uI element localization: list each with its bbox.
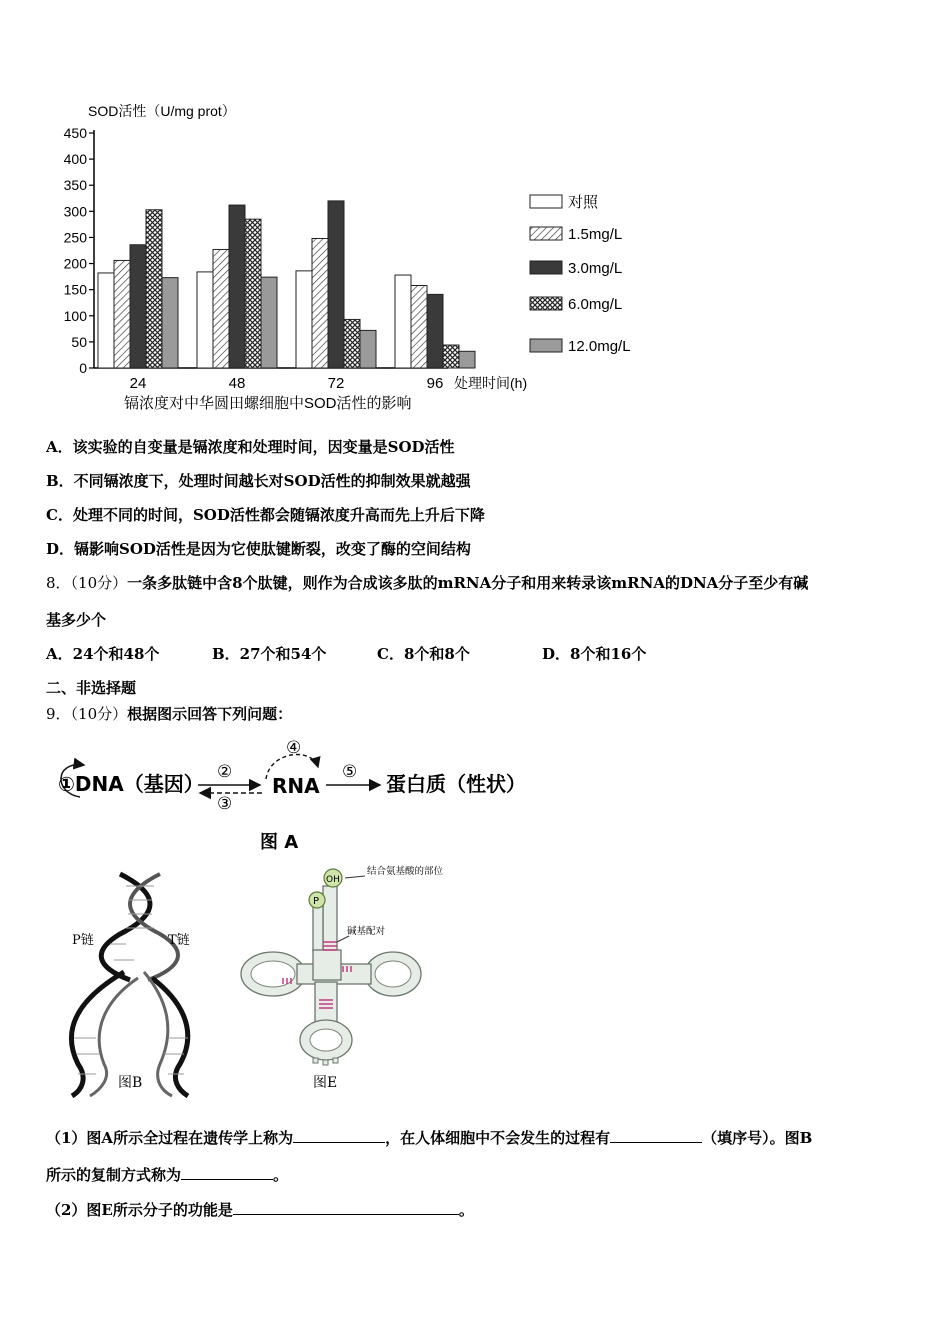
legend-swatch bbox=[530, 297, 562, 310]
q9-stem-text: 根据图示回答下列问题： bbox=[127, 705, 293, 723]
sub1-part-d: 所示的复制方式称为 bbox=[46, 1166, 182, 1184]
bar bbox=[395, 275, 411, 368]
bar bbox=[162, 278, 178, 368]
y-tick-label: 100 bbox=[63, 307, 87, 324]
q9-sub1-line1 bbox=[46, 1127, 812, 1148]
legend-swatch bbox=[530, 227, 562, 240]
q9-stem bbox=[46, 703, 292, 724]
q8-number: 8．（10分） bbox=[46, 574, 128, 592]
chart-title: 镉浓度对中华圆田螺细胞中SOD活性的影响 bbox=[124, 395, 412, 412]
bar bbox=[130, 245, 146, 368]
legend-swatch bbox=[530, 195, 562, 208]
figure-a bbox=[50, 733, 550, 858]
base-pair-rungs bbox=[74, 886, 188, 1074]
legend-label: 12.0mg/L bbox=[568, 338, 631, 355]
bar bbox=[312, 238, 328, 368]
q9-sub2 bbox=[46, 1199, 474, 1220]
figure-e bbox=[235, 862, 444, 1094]
t-chain-label: T链 bbox=[168, 933, 190, 948]
y-tick-label: 50 bbox=[71, 333, 87, 350]
amino-site-pointer bbox=[345, 876, 365, 878]
bar bbox=[443, 345, 459, 368]
x-tick-label: 96 bbox=[426, 375, 444, 392]
q8-option-c: C．8个和8个 bbox=[377, 645, 470, 663]
arrow5-label: ⑤ bbox=[342, 762, 358, 782]
y-tick-label: 0 bbox=[79, 360, 87, 376]
y-tick-label: 150 bbox=[63, 281, 87, 298]
y-tick-label: 400 bbox=[63, 151, 87, 168]
answer-blank-3[interactable] bbox=[181, 1165, 273, 1180]
figure-b-caption: 图B bbox=[118, 1075, 143, 1091]
q7-option-b: B．不同镉浓度下，处理时间越长对SOD活性的抑制效果就越强 bbox=[46, 472, 471, 490]
sod-bar-chart bbox=[40, 90, 660, 420]
amino-site-label: 结合氨基酸的部位 bbox=[367, 866, 444, 877]
q7-option-c: C．处理不同的时间，SOD活性都会随镉浓度升高而先上升后下降 bbox=[46, 506, 485, 524]
bar bbox=[197, 272, 213, 368]
answer-blank-2[interactable] bbox=[610, 1128, 702, 1143]
y-tick-label: 350 bbox=[63, 177, 87, 194]
oh-label: OH bbox=[326, 875, 340, 885]
legend-label: 对照 bbox=[568, 194, 599, 211]
legend-label: 6.0mg/L bbox=[568, 296, 623, 313]
legend-label: 1.5mg/L bbox=[568, 226, 623, 243]
bar bbox=[328, 201, 344, 368]
bar bbox=[296, 271, 312, 368]
y-tick-label: 200 bbox=[63, 255, 87, 272]
legend-swatch bbox=[530, 261, 562, 274]
x-tick-label: 48 bbox=[228, 375, 246, 392]
bar bbox=[411, 285, 427, 368]
bar bbox=[459, 351, 475, 368]
q9-sub1-line2 bbox=[46, 1164, 288, 1185]
chart-xlabel: 处理时间(h) bbox=[454, 375, 528, 391]
sub2-period: 。 bbox=[458, 1201, 474, 1219]
x-tick-label: 72 bbox=[327, 375, 345, 392]
bar bbox=[114, 260, 130, 368]
p-label: P bbox=[313, 896, 320, 907]
figure-a-caption: 图 A bbox=[260, 832, 299, 853]
bar bbox=[245, 219, 261, 368]
answer-blank-4[interactable] bbox=[233, 1200, 459, 1215]
dna-double-helix bbox=[71, 874, 188, 1096]
sub1-part-a: （1）图A所示全过程在遗传学上称为 bbox=[46, 1129, 294, 1147]
rna-label: RNA bbox=[272, 774, 320, 798]
section-title: 二、非选择题 bbox=[46, 679, 137, 697]
bar bbox=[261, 277, 277, 368]
q7-option-a: A．该实验的自变量是镉浓度和处理时间，因变量是SOD活性 bbox=[46, 438, 455, 456]
chart-ylabel: SOD活性（U/mg prot） bbox=[88, 103, 236, 119]
q8-stem-text: 一条多肽链中含8个肽键，则作为合成该多肽的mRNA分子和用来转录该mRNA的DNA分子至少有碱 bbox=[127, 574, 809, 592]
sub1-part-b: ，在人体细胞中不会发生的过程有 bbox=[385, 1129, 611, 1147]
figure-e-caption: 图E bbox=[313, 1075, 338, 1091]
bar bbox=[427, 294, 443, 368]
answer-blank-1[interactable] bbox=[293, 1128, 385, 1143]
bar bbox=[229, 205, 245, 368]
p-chain-label: P链 bbox=[72, 933, 94, 948]
arrow4-label: ④ bbox=[286, 738, 302, 758]
sub2-part-a: （2）图E所示分子的功能是 bbox=[46, 1201, 233, 1219]
q8-stem-line1 bbox=[46, 572, 808, 593]
figure-e-svg bbox=[235, 862, 444, 1094]
arrow3-label: ③ bbox=[217, 794, 233, 814]
dna-label: ①DNA（基因） bbox=[58, 772, 204, 796]
y-tick-label: 250 bbox=[63, 229, 87, 246]
bar bbox=[98, 273, 114, 368]
bar bbox=[213, 249, 229, 368]
sub1-part-c: （填序号）。图B bbox=[702, 1129, 813, 1147]
figure-b bbox=[60, 868, 220, 1100]
legend-label: 3.0mg/L bbox=[568, 260, 623, 277]
q9-number: 9．（10分） bbox=[46, 705, 128, 723]
legend-swatch bbox=[530, 339, 562, 352]
protein-label: 蛋白质（性状） bbox=[386, 772, 526, 796]
q8-option-a: A．24个和48个 bbox=[46, 645, 160, 663]
figure-a-svg bbox=[50, 733, 550, 858]
bar bbox=[360, 330, 376, 368]
q8-option-d: D．8个和16个 bbox=[542, 645, 647, 663]
figure-b-svg bbox=[60, 868, 220, 1100]
q8-option-b: B．27个和54个 bbox=[212, 645, 327, 663]
q8-stem-line2: 基多少个 bbox=[46, 611, 107, 629]
bar bbox=[344, 319, 360, 368]
x-tick-label: 24 bbox=[129, 375, 147, 392]
chart-svg bbox=[40, 90, 660, 420]
arrow2-label: ② bbox=[217, 762, 233, 782]
y-tick-label: 300 bbox=[63, 203, 87, 220]
sub1-period: 。 bbox=[273, 1166, 289, 1184]
q7-option-d: D．镉影响SOD活性是因为它使肽键断裂，改变了酶的空间结构 bbox=[46, 540, 471, 558]
bar bbox=[146, 210, 162, 368]
y-tick-label: 450 bbox=[63, 125, 87, 141]
base-pair-label: 碱基配对 bbox=[347, 926, 386, 937]
